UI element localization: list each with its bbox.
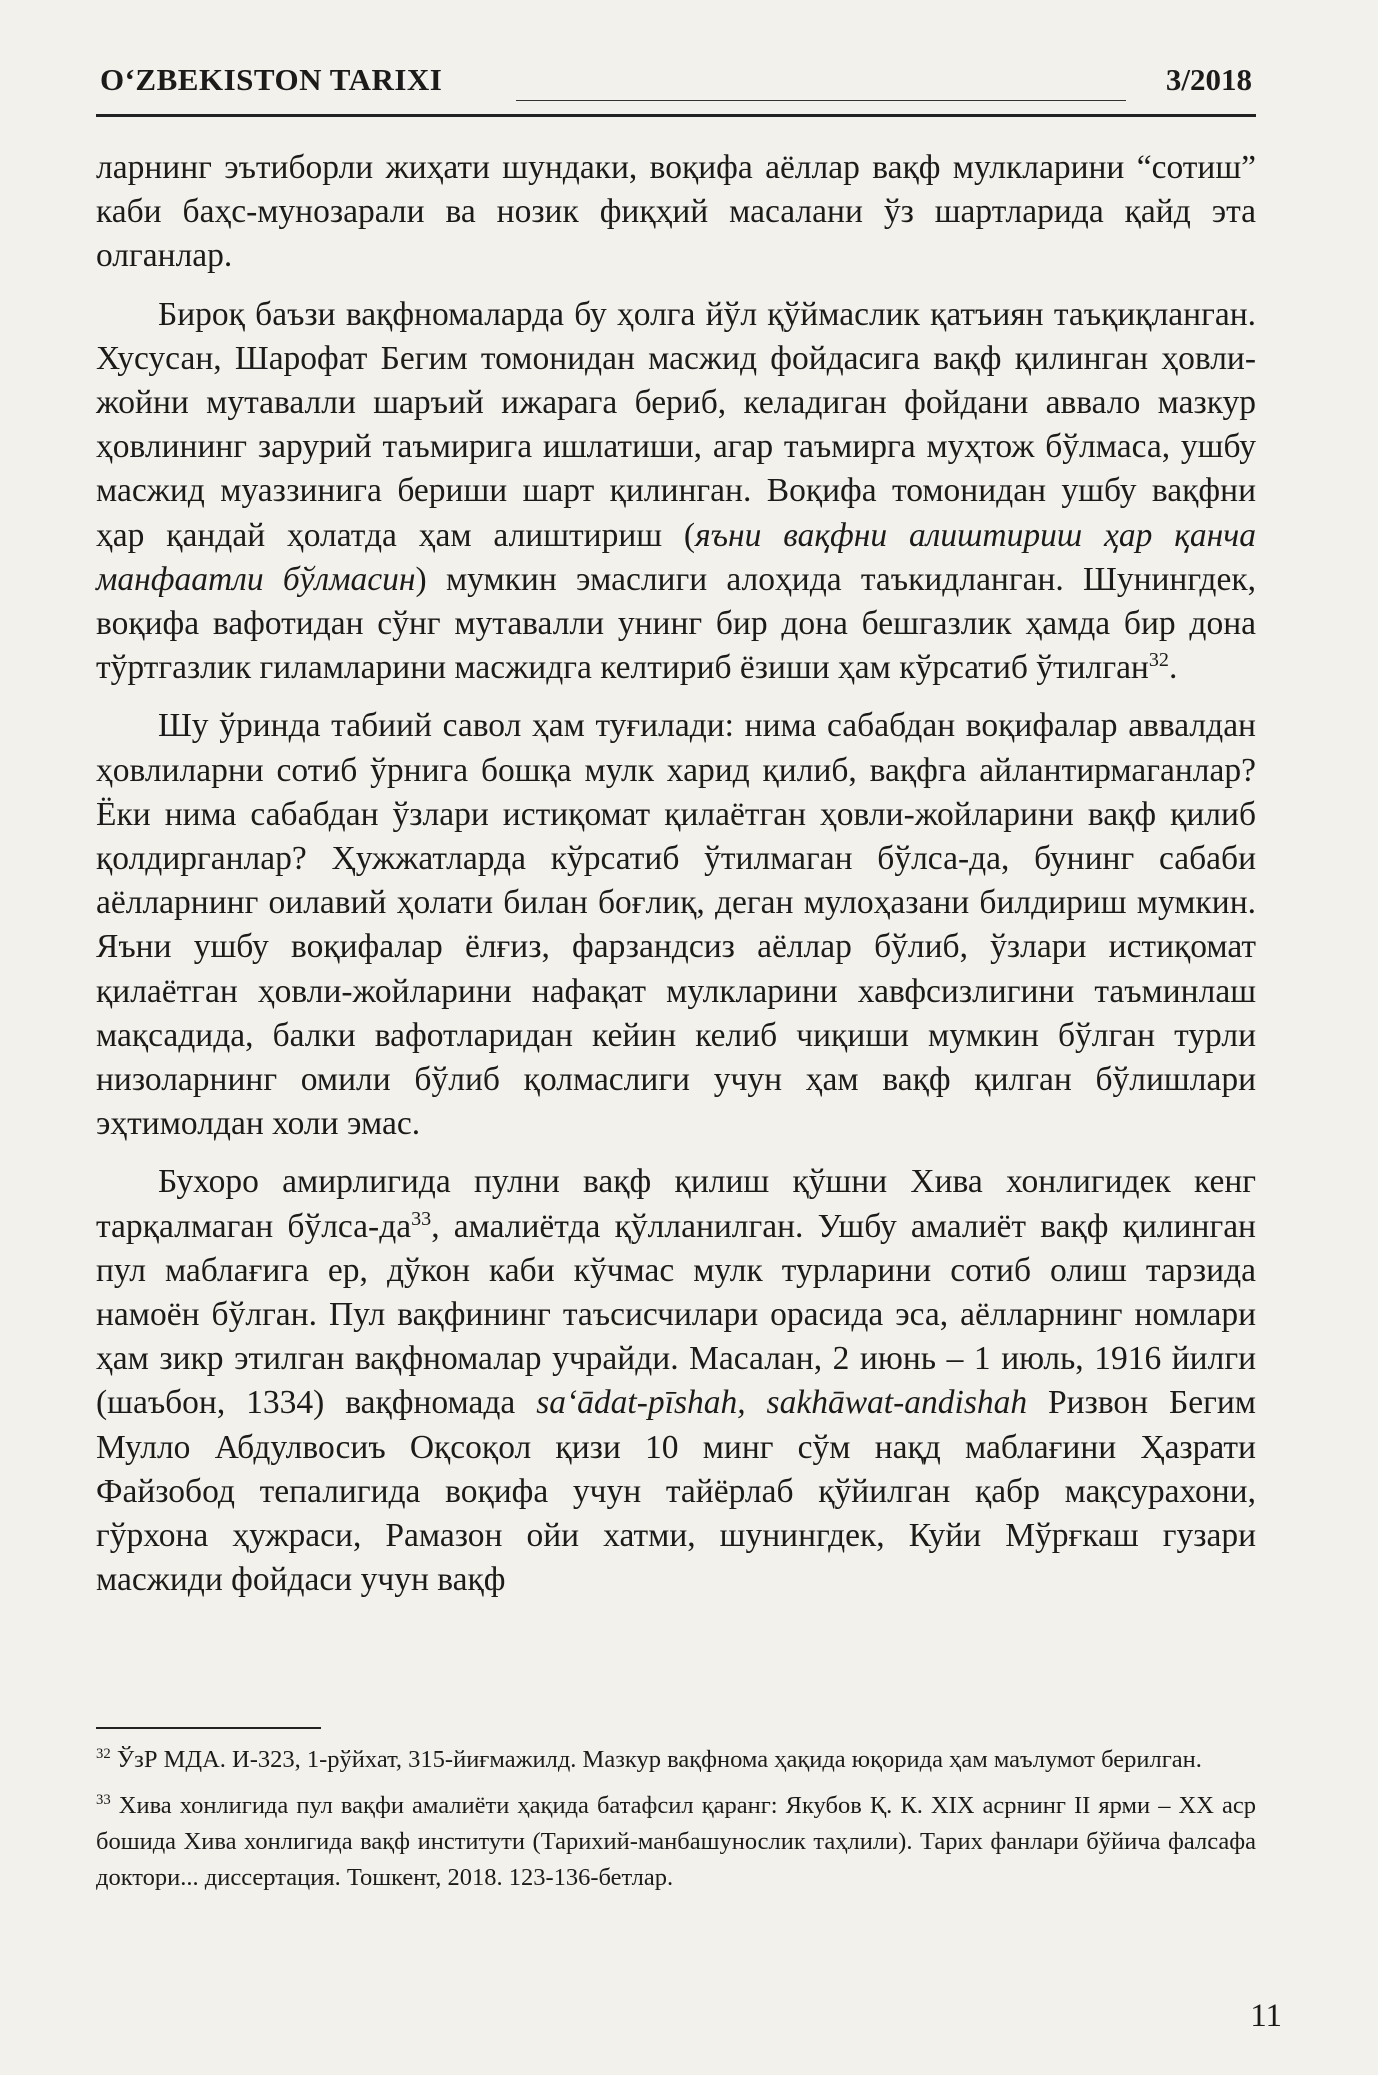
- page-number: 11: [1250, 1998, 1282, 2034]
- footnote-ref-32: 32: [1148, 649, 1169, 672]
- footnote-ref-33: 33: [411, 1207, 432, 1230]
- paragraph-1-text: ларнинг эътиборли жиҳати шундаки, воқифа аёллар вақф мулкларини “сотиш” каби баҳс-мунозарали ва нозик фиқҳий масалани ўз шартларида қайд эта олганлар.: [96, 149, 1256, 275]
- journal-title: O‘ZBEKISTON TARIXI: [100, 62, 443, 97]
- paragraph-4-text-b: , амалиётда қўлланилган. Ушбу амалиёт вақф қилинган пул маблағига ер, дўкон каби кўчмас мулк турларини сотиб олиш тарзида намоён бўлган. Пул вақфининг таъсисчилари орасида эса, аёлларнинг номлари ҳам зикр этилган вақфномалар учрайди. Масалан, 2 июнь – 1 июль, 1916 йилги (шаъбон, 1334) вақфномада: [96, 1207, 1256, 1422]
- footnotes: [96, 1742, 1256, 1906]
- footnote-32-number: 32: [96, 1745, 111, 1762]
- paragraph-1: [96, 146, 1256, 279]
- paragraph-2-text-a: Бироқ баъзи вақфномаларда бу ҳолга йўл қўймаслик қатъиян таъқиқланган. Хусусан, Шарофат Бегим томонидан масжид фойдасига вақф қилинган ҳовли-жойни мутавалли шаръий ижарага бериб, келадиган фойдани аввало мазкур ҳовлининг зарурий таъмирига ишлатиши, агар таъмирга муҳтож бўлмаса, ушбу масжид муаззинига бериши шарт қилинган. Воқифа томонидан ушбу вақфни ҳар қандай ҳолатда ҳам алиштириш (: [96, 295, 1256, 554]
- footnote-32-text: ЎзР МДА. И-323, 1-рўйхат, 315-йиғмажилд. Мазкур вақфнома ҳақида юқорида ҳам маълумот берилган.: [110, 1746, 1202, 1773]
- issue-number: 3/2018: [1165, 62, 1252, 97]
- paragraph-4-italic: sa‘ādat-pīshah, sakhāwat-andishah: [536, 1384, 1028, 1422]
- footnote-33-number: 33: [96, 1791, 111, 1808]
- paragraph-2: [96, 293, 1256, 691]
- paragraph-3: [96, 704, 1256, 1146]
- running-header: [96, 58, 1256, 117]
- paragraph-2-text-c: .: [1168, 649, 1178, 687]
- article-body: [96, 146, 1256, 1617]
- paragraph-2-italic: яъни вақфни алиштириш ҳар қанча манфаатли бўлмасин: [96, 516, 1257, 598]
- footnote-separator: [96, 1727, 321, 1729]
- paragraph-4-text-c: Ризвон Бегим Мулло Абдулвосиъ Оқсоқол қизи 10 минг сўм нақд маблағини Ҳазрати Файзобод тепалигида воқифа учун тайёрлаб қўйилган қабр мақсурахони, гўрхона ҳужраси, Рамазон ойи хатми, шунингдек, Куйи Мўрғкаш гузари масжиди фойдаси учун вақф: [96, 1384, 1257, 1599]
- paragraph-3-text: Шу ўринда табиий савол ҳам туғилади: нима сабабдан воқифалар аввалдан ҳовлиларни сотиб ўрнига бошқа мулк харид қилиб, вақфга айлантирмаганлар? Ёки нима сабабдан ўзлари истиқомат қилаётган ҳовли-жойларини вақф қилиб қолдирганлар? Ҳужжатларда кўрсатиб ўтилмаган бўлса-да, бунинг сабаби аёлларнинг оилавий ҳолати билан боғлиқ, деган мулоҳазани билдириш мумкин. Яъни ушбу воқифалар ёлғиз, фарзандсиз аёллар бўлиб, ўзлари истиқомат қилаётган ҳовли-жойларини нафақат мулкларини хавфсизлигини таъминлаш мақсадида, балки вафотларидан кейин келиб чиқиши мумкин бўлган турли низоларнинг омили бўлиб қолмаслиги учун ҳам вақф қилган бўлишлари эҳтимолдан холи эмас.: [96, 707, 1256, 1143]
- footnote-32: [96, 1742, 1256, 1778]
- footnote-33-text: Хива хонлигида пул вақфи амалиёти ҳақида батафсил қаранг: Якубов Қ. К. ХIХ асрнинг II ярми – ХХ аср бошида Хива хонлигида вақф институти (Тарихий-манбашунослик таҳлили). Тарих фанлари бўйича фалсафа доктори... диссертация. Тошкент, 2018. 123-136-бетлар.: [96, 1792, 1256, 1891]
- header-rule: [516, 100, 1126, 101]
- footnote-33: [96, 1788, 1256, 1896]
- paragraph-4-text-a: Бухоро амирлигида пулни вақф қилиш қўшни Хива хонлигидек кенг тарқалмаган бўлса-да: [96, 1163, 1256, 1245]
- paragraph-4: [96, 1160, 1256, 1602]
- paragraph-2-text-b: ) мумкин эмаслиги алоҳида таъкидланган. Шунингдек, воқифа вафотидан сўнг мутавалли унинг бир дона бешгазлик ҳамда бир дона тўртгазлик гиламларини масжидга келтириб ёзиши ҳам кўрсатиб ўтилган: [96, 560, 1256, 687]
